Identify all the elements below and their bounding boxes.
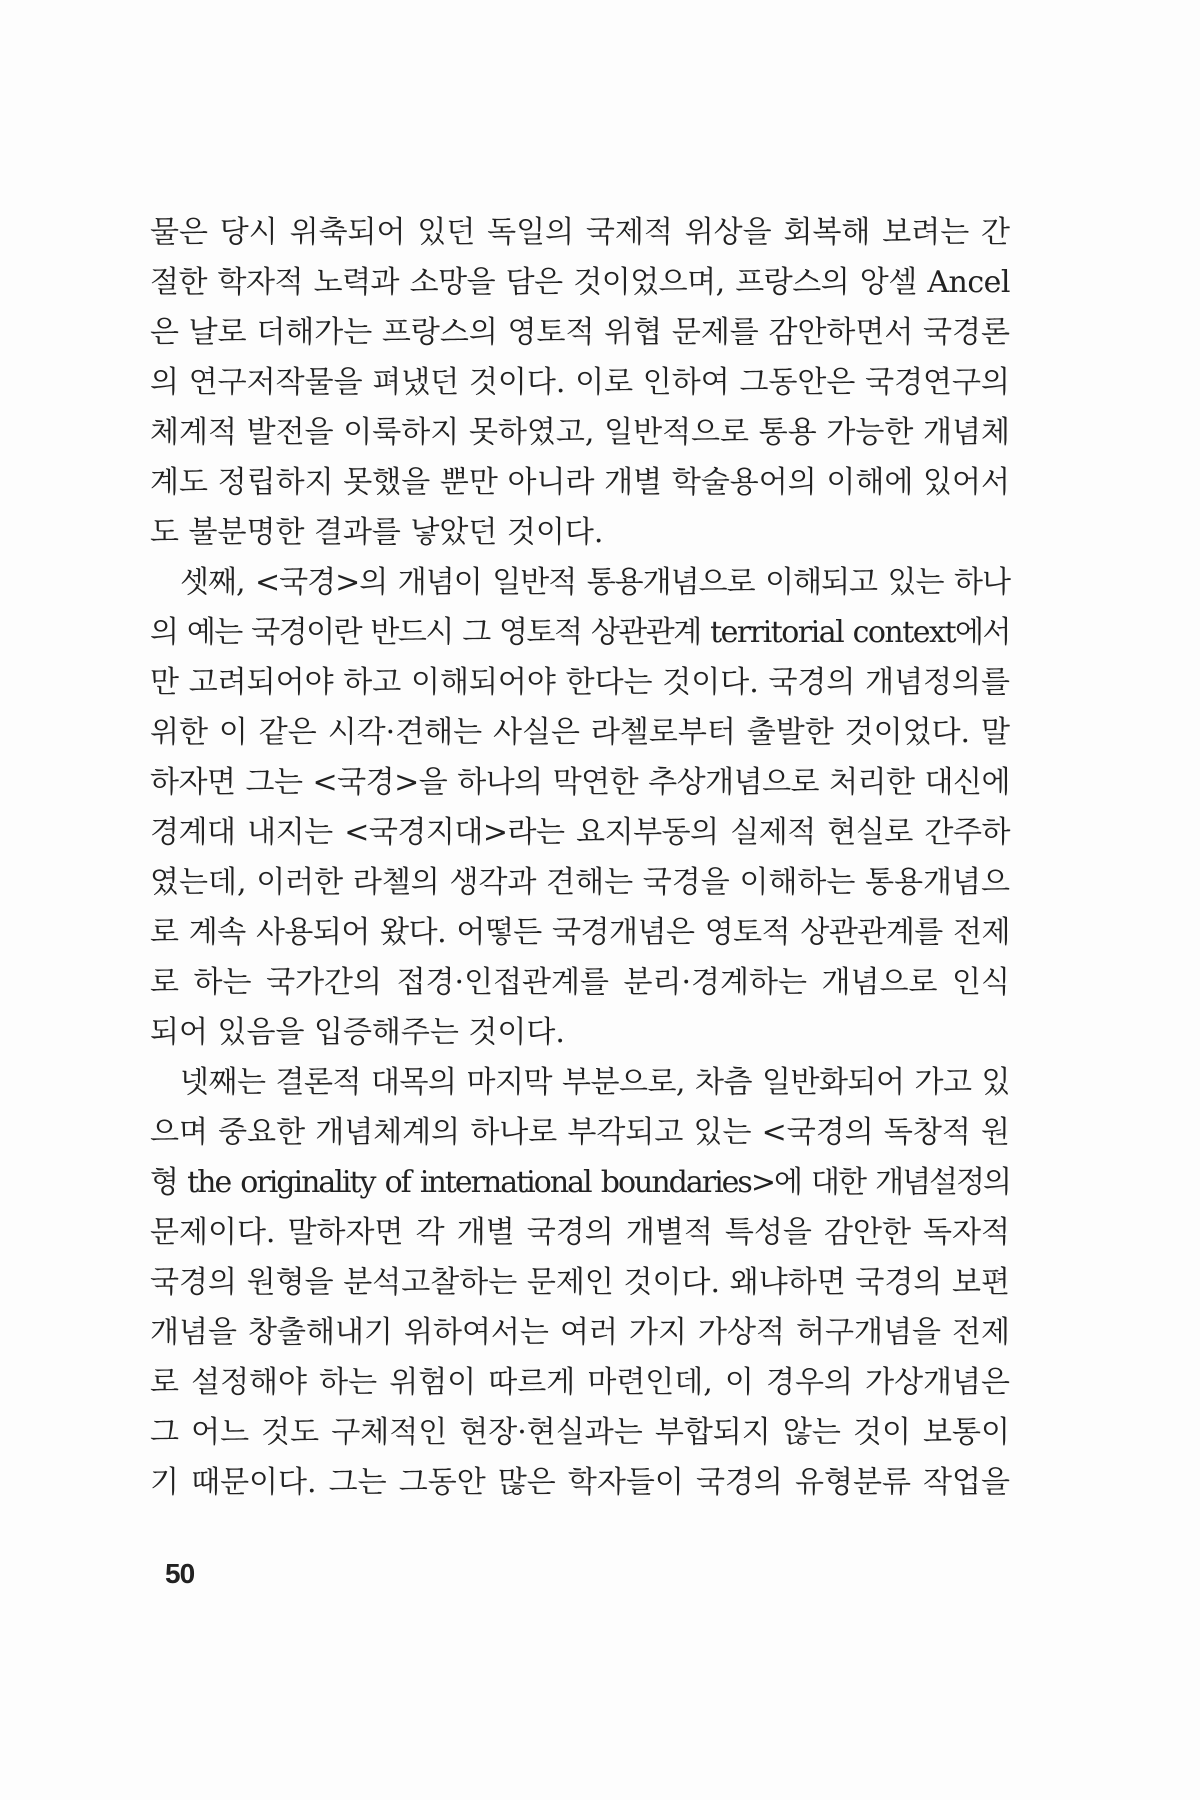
text-line: 물은 당시 위축되어 있던 독일의 국제적 위상을 회복해 보려는 간 (150, 215, 1010, 250)
text-line: 그 어느 것도 구체적인 현장·현실과는 부합되지 않는 것이 보통이 (150, 1415, 1010, 1450)
text-line: 도 불분명한 결과를 낳았던 것이다. (150, 515, 604, 550)
text-line: 절한 학자적 노력과 소망을 담은 것이었으며, 프랑스의 앙셀 Ancel (150, 265, 1010, 300)
body-text (150, 208, 1010, 1508)
text-line: 문제이다. 말하자면 각 개별 국경의 개별적 특성을 감안한 독자적 (150, 1215, 1010, 1250)
text-line: 셋째, <국경>의 개념이 일반적 통용개념으로 이해되고 있는 하나 (180, 565, 1010, 600)
text-line: 체계적 발전을 이룩하지 못하였고, 일반적으로 통용 가능한 개념체 (150, 415, 1010, 450)
text-line: 로 설정해야 하는 위험이 따르게 마련인데, 이 경우의 가상개념은 (150, 1365, 1010, 1400)
page-number: 50 (165, 1558, 195, 1589)
text-line: 으며 중요한 개념체계의 하나로 부각되고 있는 <국경의 독창적 원 (150, 1115, 1010, 1150)
text-line: 은 날로 더해가는 프랑스의 영토적 위협 문제를 감안하면서 국경론 (150, 315, 1010, 350)
text-line: 개념을 창출해내기 위하여서는 여러 가지 가상적 허구개념을 전제 (150, 1315, 1010, 1350)
text-line: 의 예는 국경이란 반드시 그 영토적 상관관계 territorial context에서 (150, 615, 1010, 650)
text-line: 경계대 내지는 <국경지대>라는 요지부동의 실제적 현실로 간주하 (150, 815, 1010, 850)
text-line: 만 고려되어야 하고 이해되어야 한다는 것이다. 국경의 개념정의를 (150, 665, 1010, 700)
text-line: 로 하는 국가간의 접경·인접관계를 분리·경계하는 개념으로 인식 (150, 965, 1010, 1000)
text-line: 로 계속 사용되어 왔다. 어떻든 국경개념은 영토적 상관관계를 전제 (150, 915, 1010, 950)
text-line: 였는데, 이러한 라첼의 생각과 견해는 국경을 이해하는 통용개념으 (150, 865, 1010, 900)
text-line: 하자면 그는 <국경>을 하나의 막연한 추상개념으로 처리한 대신에 (150, 765, 1010, 800)
text-line: 계도 정립하지 못했을 뿐만 아니라 개별 학술용어의 이해에 있어서 (150, 465, 1010, 500)
text-line: 의 연구저작물을 펴냈던 것이다. 이로 인하여 그동안은 국경연구의 (150, 365, 1010, 400)
text-line: 기 때문이다. 그는 그동안 많은 학자들이 국경의 유형분류 작업을 (150, 1465, 1010, 1500)
text-line: 되어 있음을 입증해주는 것이다. (150, 1015, 565, 1050)
text-line: 위한 이 같은 시각·견해는 사실은 라첼로부터 출발한 것이었다. 말 (150, 715, 1010, 750)
text-line: 형 the originality of international boundaries>에 대한 개념설정의 (150, 1165, 1010, 1200)
text-line: 넷째는 결론적 대목의 마지막 부분으로, 차츰 일반화되어 가고 있 (180, 1065, 1010, 1100)
text-line: 국경의 원형을 분석고찰하는 문제인 것이다. 왜냐하면 국경의 보편 (150, 1265, 1010, 1300)
